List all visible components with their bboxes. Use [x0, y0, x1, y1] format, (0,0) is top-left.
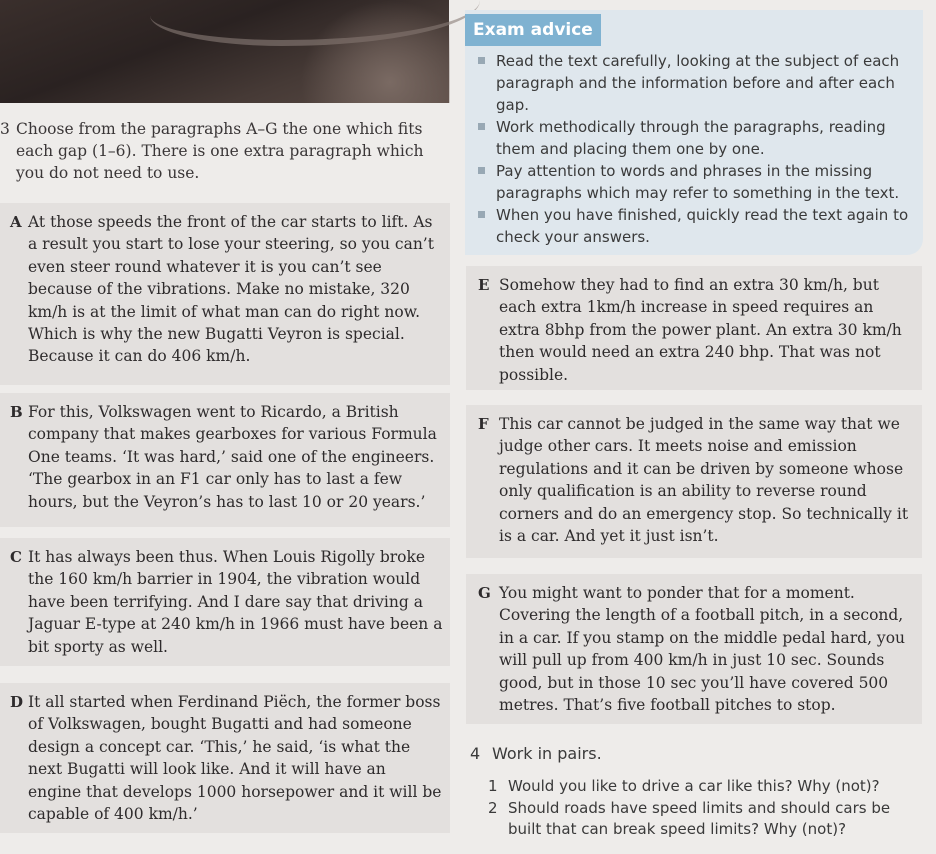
paragraph-text: It has always been thus. When Louis Rigolly broke the 160 km/h barrier in 1904, the vibration would have been terrifying. And I dare say that driving a Jaguar E-type at 240 km/h in 1966 must have been a bit sporty as well.: [28, 548, 443, 656]
square-bullet-icon: [478, 57, 485, 64]
paragraph-text: It all started when Ferdinand Piëch, the former boss of Volkswagen, bought Bugatti and had someone design a concept car. ‘This,’ he said, ‘is what the next Bugatti will look like. And it will have an engine that develops 1000 horsepower and it will be capable of 400 km/h.’: [28, 693, 442, 824]
task-3-instruction: Choose from the paragraphs A–G the one which fits each gap (1–6). There is one extra paragraph which you do not need to use.: [16, 120, 424, 182]
paragraph-letter: G: [478, 584, 491, 602]
paragraph-letter: E: [478, 276, 490, 294]
exam-advice-list: [475, 50, 915, 248]
advice-item: [475, 50, 915, 116]
paragraph-text: Somehow they had to find an extra 30 km/h, but each extra 1km/h increase in speed requires an extra 8bhp from the power plant. An extra 30 km/h then would need an extra 240 bhp. That was not possible.: [499, 276, 902, 384]
advice-item: [475, 160, 915, 204]
square-bullet-icon: [478, 167, 485, 174]
paragraph-text: At those speeds the front of the car starts to lift. As a result you start to lose your steering, so you can’t even steer round whatever it is you can’t see because of the vibrations. Make no mistake, 320 km/h is at the limit of what man can do right now. Which is why the new Bugatti Veyron is special. Because it can do 406 km/h.: [28, 213, 434, 366]
square-bullet-icon: [478, 123, 485, 130]
advice-item: [475, 116, 915, 160]
advice-item-text: Work methodically through the paragraphs, reading them and placing them one by one.: [496, 118, 886, 158]
question-number: 1: [488, 777, 498, 795]
paragraph-e: [466, 266, 922, 390]
paragraph-text: This car cannot be judged in the same way that we judge other cars. It meets noise and emission regulations and it can be driven by someone whose only qualification is an ability to reverse round corners and do an emergency stop. So technically it is a car. And yet it just isn’t.: [499, 415, 909, 546]
exam-advice-title: Exam advice: [465, 14, 601, 46]
task-4-number: 4: [470, 744, 481, 763]
question-number: 2: [488, 799, 498, 817]
exam-advice-box: [465, 10, 923, 255]
advice-item: [475, 204, 915, 248]
question-text: Would you like to drive a car like this? Why (not)?: [508, 777, 880, 795]
paragraph-f: [466, 405, 922, 558]
paragraph-b: [0, 393, 450, 527]
advice-item-text: Read the text carefully, looking at the subject of each paragraph and the information before and after each gap.: [496, 52, 900, 114]
task-4-instruction: Work in pairs.: [492, 744, 602, 763]
paragraph-letter: D: [10, 693, 24, 711]
paragraph-letter: F: [478, 415, 489, 433]
paragraph-g: [466, 574, 922, 724]
paragraph-letter: C: [10, 548, 22, 566]
paragraph-letter: A: [10, 213, 22, 231]
paragraph-text: You might want to ponder that for a moment. Covering the length of a football pitch, in a second, in a car. If you stamp on the middle pedal hard, you will pull up from 400 km/h in just 10 sec. Sounds good, but in those 10 sec you’ll have covered 500 metres. That’s five football pitches to stop.: [499, 584, 906, 715]
advice-item-text: When you have finished, quickly read the text again to check your answers.: [496, 206, 909, 246]
paragraph-text: For this, Volkswagen went to Ricardo, a British company that makes gearboxes for various Formula One teams. ‘It was hard,’ said one of the engineers. ‘The gearbox in an F1 car only has to last a few hours, but the Veyron’s has to last 10 or 20 years.’: [28, 403, 437, 511]
question-text: Should roads have speed limits and should cars be built that can break speed limits? Why (not)?: [508, 799, 891, 838]
car-photo: [0, 0, 449, 103]
task-3-number: 3: [0, 120, 10, 138]
paragraph-c: [0, 538, 450, 666]
advice-item-text: Pay attention to words and phrases in the missing paragraphs which may refer to something in the text.: [496, 162, 900, 202]
paragraph-d: [0, 683, 450, 833]
square-bullet-icon: [478, 211, 485, 218]
paragraph-letter: B: [10, 403, 23, 421]
paragraph-a: [0, 203, 450, 385]
